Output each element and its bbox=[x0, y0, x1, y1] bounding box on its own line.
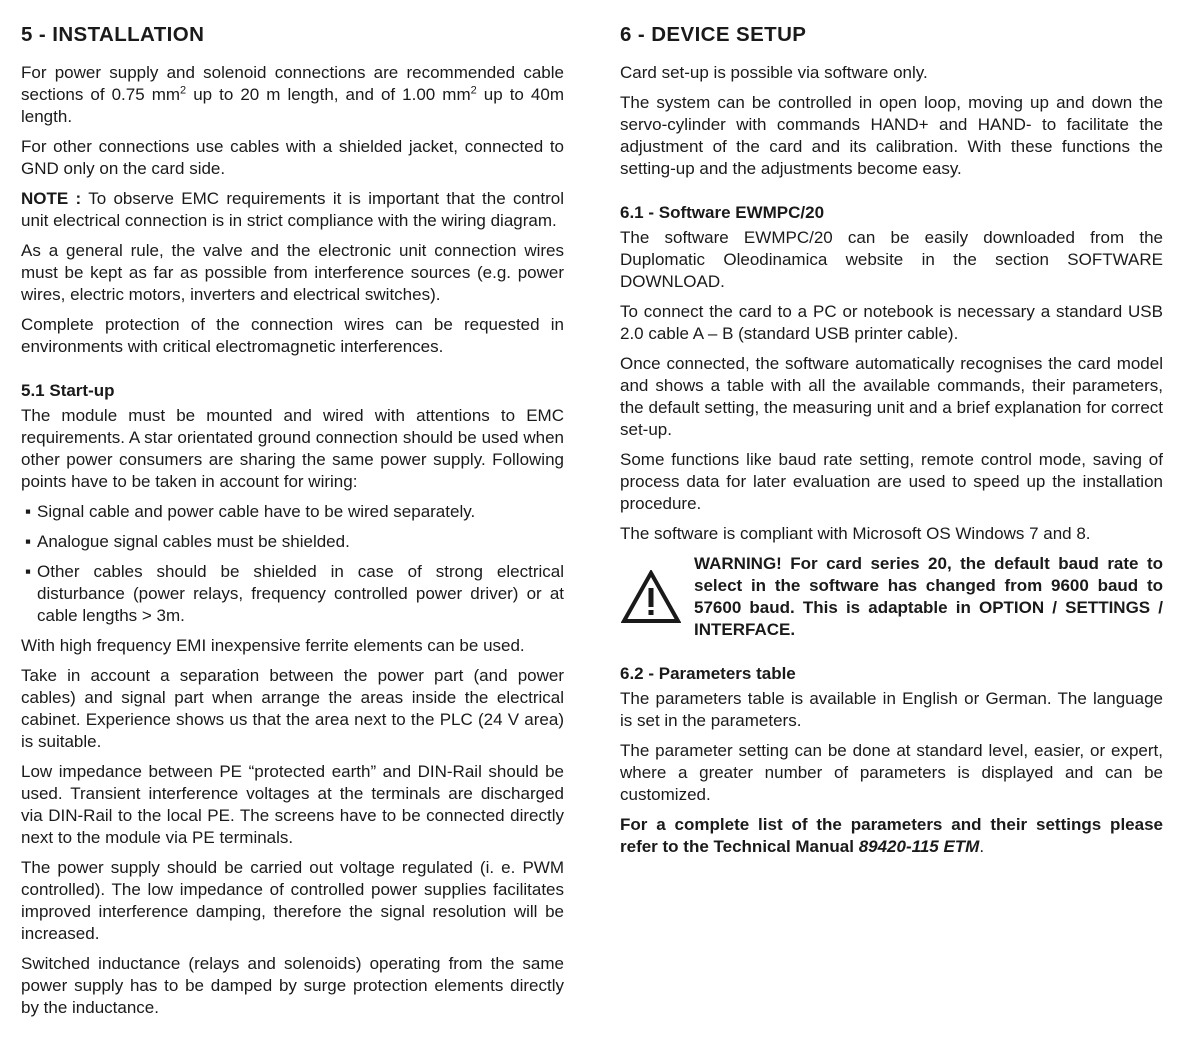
software-heading: 6.1 - Software EWMPC/20 bbox=[620, 203, 825, 222]
note-paragraph bbox=[21, 188, 564, 232]
list-item bbox=[21, 501, 564, 523]
warning-text: WARNING! For card series 20, the default baud rate to select in the software has changed from 9600 baud to 57600 baud. This is adaptable in OPTION / SETTINGS / INTERFACE. bbox=[694, 554, 1163, 639]
installation-column bbox=[21, 22, 564, 1027]
protection-paragraph: Complete protection of the connection wires can be requested in environments with critical electromagnetic interferences. bbox=[21, 315, 564, 356]
open-loop-paragraph: The system can be controlled in open loop, moving up and down the servo-cylinder with commands HAND+ and HAND- to facilitate the adjustment of the card and its calibration. With these functions the setting-up and the adjustments become easy. bbox=[620, 93, 1163, 178]
setup-software-paragraph: Card set-up is possible via software only. bbox=[620, 63, 928, 82]
separation-paragraph: Take in account a separation between the power part (and power cables) and signal part when arrange the areas inside the electrical cabinet. Experience shows us that the area next to the PLC (24 V area) is suitable. bbox=[21, 666, 564, 751]
list-item-text: Analogue signal cables must be shielded. bbox=[37, 532, 350, 551]
bullet-mark: ▪ bbox=[25, 532, 32, 551]
low-impedance-paragraph: Low impedance between PE “protected earth” and DIN-Rail should be used. Transient interference voltages at the terminals are discharged via DIN-Rail to the local PE. The screens have to be connected directly next to the module via PE terminals. bbox=[21, 762, 564, 847]
startup-intro-paragraph: The module must be mounted and wired with attentions to EMC requirements. A star orientated ground connection should be used when other power consumers are sharing the same power supply. Following points have to be taken in account for wiring: bbox=[21, 406, 564, 491]
recognition-paragraph: Once connected, the software automatically recognises the card model and shows a table with all the available commands, their parameters, the default setting, the measuring unit and a brief explanation for correct set-up. bbox=[620, 354, 1163, 439]
technical-manual-paragraph bbox=[620, 814, 1163, 858]
bullet-mark: ▪ bbox=[25, 562, 32, 581]
language-paragraph: The parameters table is available in English or German. The language is set in the parameters. bbox=[620, 689, 1163, 730]
note-label: NOTE : bbox=[21, 189, 82, 208]
cable-text-a: For power supply and solenoid connections are recommended cable sections of 0.75 mm bbox=[21, 63, 564, 104]
shielded-jacket-paragraph: For other connections use cables with a shielded jacket, connected to GND only on the card side. bbox=[21, 137, 564, 178]
manual-text: For a complete list of the parameters and their settings please refer to the Technical Manual bbox=[620, 815, 1163, 856]
device-setup-column bbox=[620, 22, 1163, 866]
warning-box bbox=[620, 553, 1163, 641]
functions-paragraph: Some functions like baud rate setting, remote control mode, saving of process data for later evaluation are used to speed up the installation procedure. bbox=[620, 450, 1163, 513]
bullet-mark: ▪ bbox=[25, 502, 32, 521]
superscript-2: 2 bbox=[180, 84, 187, 97]
superscript-2: 2 bbox=[470, 84, 477, 97]
note-text: To observe EMC requirements it is important that the control unit electrical connection is in strict compliance with the wiring diagram. bbox=[21, 189, 565, 230]
cable-text-b: up to 20 m length, and of 1.00 mm bbox=[186, 85, 471, 104]
ferrite-paragraph: With high frequency EMI inexpensive ferrite elements can be used. bbox=[21, 636, 525, 655]
parameters-heading: 6.2 - Parameters table bbox=[620, 664, 796, 683]
manual-reference: 89420-115 ETM bbox=[858, 837, 980, 856]
compliance-paragraph: The software is compliant with Microsoft OS Windows 7 and 8. bbox=[620, 524, 1091, 543]
list-item bbox=[21, 561, 564, 627]
switched-inductance-paragraph: Switched inductance (relays and solenoids) operating from the same power supply has to be damped by surge protection elements directly by the inductance. bbox=[21, 954, 564, 1017]
parameter-level-paragraph: The parameter setting can be done at standard level, easier, or expert, where a greater number of parameters is displayed and can be customized. bbox=[620, 741, 1163, 804]
startup-heading: 5.1 Start-up bbox=[21, 381, 115, 400]
usb-cable-paragraph: To connect the card to a PC or notebook is necessary a standard USB 2.0 cable A – B (standard USB printer cable). bbox=[620, 302, 1163, 343]
cable-sections-paragraph bbox=[21, 62, 564, 128]
list-item-text: Other cables should be shielded in case of strong electrical disturbance (power relays, frequency controlled power driver) or at cable lengths > 3m. bbox=[37, 562, 564, 625]
list-item-text: Signal cable and power cable have to be wired separately. bbox=[37, 502, 476, 521]
power-supply-paragraph: The power supply should be carried out voltage regulated (i. e. PWM controlled). The low impedance of controlled power supplies facilitates improved interference damping, therefore the signal resolution will be increased. bbox=[21, 858, 564, 943]
interference-paragraph: As a general rule, the valve and the electronic unit connection wires must be kept as far as possible from interference sources (e.g. power wires, electric motors, inverters and electrical switches). bbox=[21, 241, 564, 304]
list-item bbox=[21, 531, 564, 553]
installation-title: 5 - INSTALLATION bbox=[21, 23, 205, 46]
manual-period: . bbox=[979, 837, 985, 856]
warning-triangle-icon bbox=[620, 570, 682, 624]
device-setup-title: 6 - DEVICE SETUP bbox=[620, 23, 807, 46]
cable-text-c: up to 40m length. bbox=[21, 85, 564, 126]
download-paragraph: The software EWMPC/20 can be easily downloaded from the Duplomatic Oleodinamica website in the section SOFTWARE DOWNLOAD. bbox=[620, 228, 1163, 291]
